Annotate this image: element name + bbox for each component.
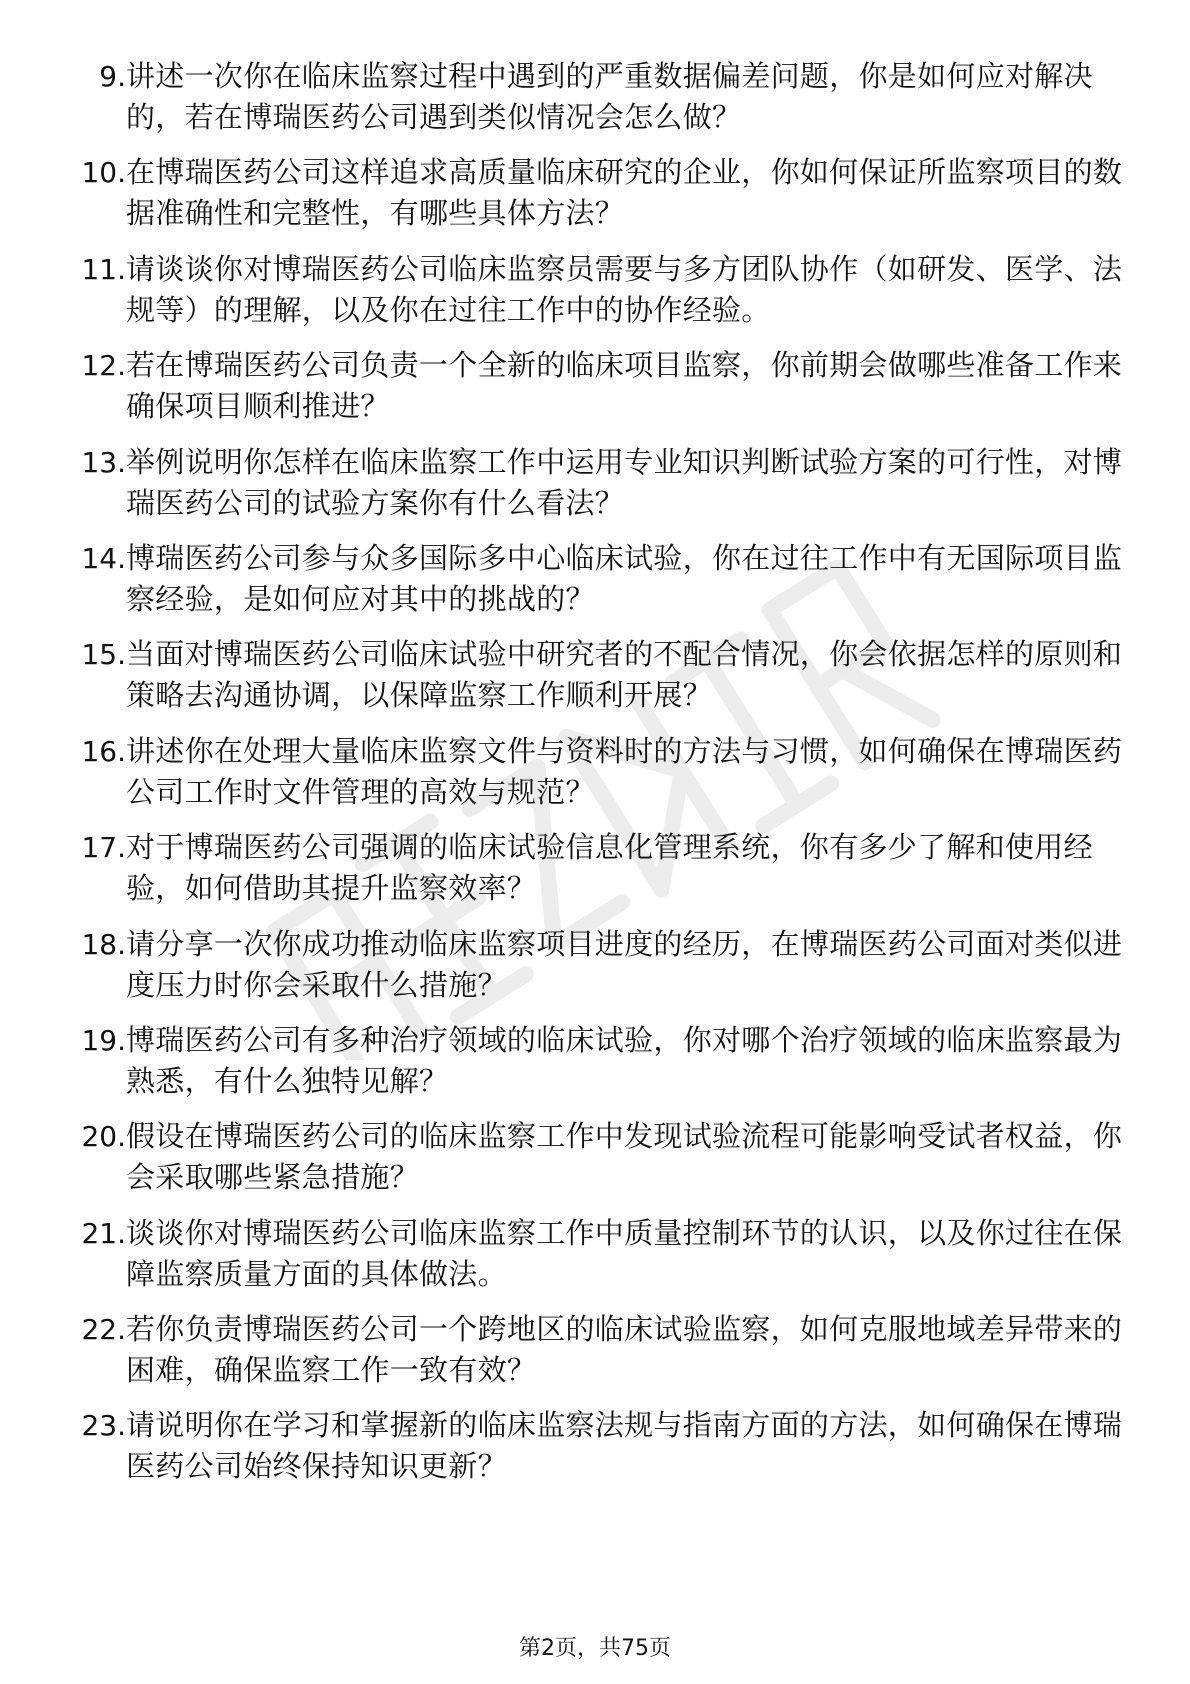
question-number: 21. [81, 1216, 126, 1250]
question-number: 19. [81, 1023, 126, 1057]
question-number: 16. [81, 734, 126, 768]
question-text: 博瑞医药公司参与众多国际多中心临床试验，你在过往工作中有无国际项目监察经验，是如何应对其中的挑战的？ [126, 540, 1123, 616]
question-text: 对于博瑞医药公司强调的临床试验信息化管理系统，你有多少了解和使用经验，如何借助其提升监察效率？ [126, 830, 1093, 906]
list-item [0, 1209, 1190, 1305]
question-number: 18. [81, 927, 126, 961]
question-text: 若你负责博瑞医药公司一个跨地区的临床试验监察，如何克服地域差异带来的困难，确保监察工作一致有效？ [126, 1312, 1123, 1388]
question-number: 20. [81, 1120, 126, 1154]
list-item [0, 1112, 1190, 1208]
list-item [0, 1016, 1190, 1112]
question-number: 10. [81, 156, 126, 190]
question-text: 举例说明你怎样在临床监察工作中运用专业知识判断试验方案的可行性，对博瑞医药公司的试验方案你有什么看法？ [126, 444, 1123, 520]
question-text: 讲述你在处理大量临床监察文件与资料时的方法与习惯，如何确保在博瑞医药公司工作时文件管理的高效与规范？ [126, 733, 1123, 809]
question-text: 请分享一次你成功推动临床监察项目进度的经历，在博瑞医药公司面对类似进度压力时你会采取什么措施？ [126, 926, 1123, 1002]
question-number: 22. [81, 1313, 126, 1347]
list-item [0, 534, 1190, 630]
question-text: 讲述一次你在临床监察过程中遇到的严重数据偏差问题，你是如何应对解决的，若在博瑞医药公司遇到类似情况会怎么做？ [126, 59, 1093, 134]
list-item [0, 52, 1190, 148]
list-item [0, 727, 1190, 823]
list-item [0, 438, 1190, 534]
page-footer: 第2页，共75页 [519, 1636, 671, 1661]
question-text: 在博瑞医药公司这样追求高质量临床研究的企业，你如何保证所监察项目的数据准确性和完整性，有哪些具体方法？ [126, 155, 1123, 231]
question-text: 若在博瑞医药公司负责一个全新的临床项目监察，你前期会做哪些准备工作来确保项目顺利推进？ [126, 348, 1123, 424]
list-item [0, 630, 1190, 726]
question-text: 谈谈你对博瑞医药公司临床监察工作中质量控制环节的认识，以及你过往在保障监察质量方面的具体做法。 [126, 1215, 1123, 1291]
question-text: 假设在博瑞医药公司的临床监察工作中发现试验流程可能影响受试者权益，你会采取哪些紧急措施？ [126, 1119, 1123, 1195]
list-item [0, 341, 1190, 437]
list-item [0, 1305, 1190, 1401]
list-item [0, 1401, 1190, 1497]
question-number: 9. [99, 60, 126, 93]
list-item [0, 245, 1190, 341]
question-number: 15. [81, 638, 126, 672]
question-number: 11. [81, 252, 126, 286]
question-text: 请说明你在学习和掌握新的临床监察法规与指南方面的方法，如何确保在博瑞医药公司始终保持知识更新？ [126, 1408, 1123, 1484]
list-item [0, 823, 1190, 919]
list-item [0, 920, 1190, 1016]
question-number: 12. [81, 349, 126, 383]
question-text: 博瑞医药公司有多种治疗领域的临床试验，你对哪个治疗领域的临床监察最为熟悉，有什么独特见解？ [126, 1022, 1123, 1098]
list-item [0, 148, 1190, 244]
question-number: 23. [81, 1409, 126, 1443]
question-number: 13. [81, 445, 126, 479]
question-text: 请谈谈你对博瑞医药公司临床监察员需要与多方团队协作（如研发、医学、法规等）的理解，以及你在过往工作中的协作经验。 [126, 251, 1123, 327]
question-number: 17. [81, 831, 126, 865]
question-text: 当面对博瑞医药公司临床试验中研究者的不配合情况，你会依据怎样的原则和策略去沟通协调，以保障监察工作顺利开展？ [126, 637, 1123, 713]
question-list [0, 52, 1190, 1498]
question-number: 14. [81, 541, 126, 575]
